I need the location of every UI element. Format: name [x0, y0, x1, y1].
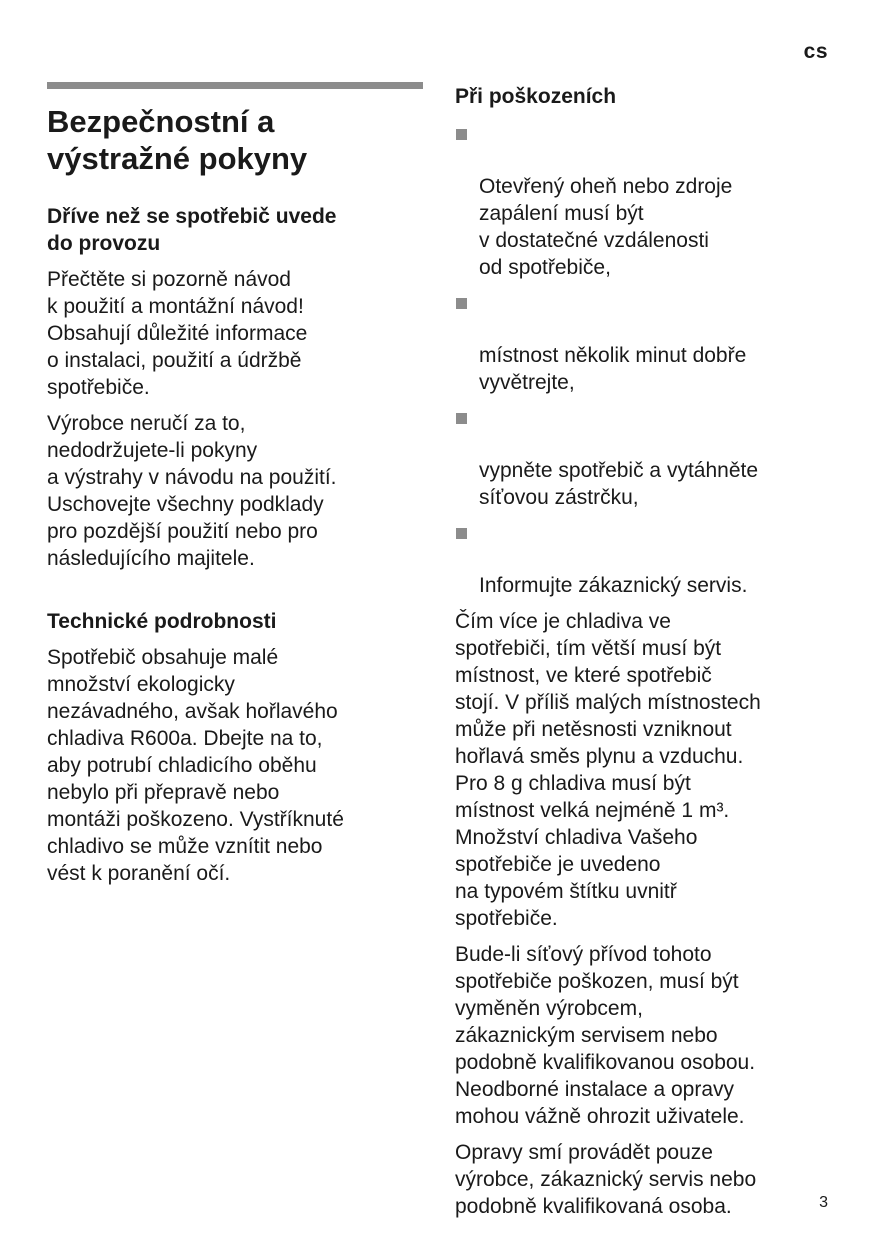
square-bullet-icon [456, 298, 467, 309]
bullet-text: Informujte zákaznický servis. [479, 574, 748, 597]
right-column [455, 82, 835, 1229]
section-heading-damage: Při poškozeních [455, 85, 617, 108]
square-bullet-icon [456, 528, 467, 539]
bullet-text: Otevřený oheň nebo zdroje zapálení musí být v dostatečné vzdálenosti od spotřebiče, [479, 175, 733, 279]
paragraph-power-cord: Bude-li síťový přívod tohoto spotřebiče poškozen, musí být vyměněn výrobcem, zákaznickým servisem nebo podobně kvalifikovanou osobou. Neodborné instalace a opravy mohou vážně ohrozit uživatele. [455, 943, 756, 1128]
list-item [455, 518, 835, 599]
list-item [455, 288, 835, 396]
page-number: 3 [819, 1194, 828, 1211]
bullet-text: vypněte spotřebič a vytáhněte síťovou zástrčku, [479, 459, 759, 509]
left-column [47, 82, 423, 896]
title-rule [47, 82, 423, 89]
bullet-text: místnost několik minut dobře vyvětrejte, [479, 344, 747, 394]
page-title: Bezpečnostní a výstražné pokyny [47, 104, 308, 176]
list-item [455, 403, 835, 511]
paragraph-refrigerant: Spotřebič obsahuje malé množství ekologicky nezávadného, avšak hořlavého chladiva R600a. Dbejte na to, aby potrubí chladicího oběhu nebylo při přepravě nebo montáži poškozeno. Vystříknuté chladivo se může vznítit nebo vést k poranění očí. [47, 646, 344, 885]
square-bullet-icon [456, 413, 467, 424]
damage-bullet-list [455, 119, 835, 599]
paragraph-read-manual: Přečtěte si pozorně návod k použití a montážní návod! Obsahují důležité informace o instalaci, použití a údržbě spotřebiče. [47, 268, 308, 399]
paragraph-repairs: Opravy smí provádět pouze výrobce, zákaznický servis nebo podobně kvalifikovaná osoba. [455, 1141, 757, 1218]
language-code: cs [803, 40, 828, 63]
square-bullet-icon [456, 129, 467, 140]
list-item [455, 119, 835, 281]
section-heading-before-use: Dříve než se spotřebič uvede do provozu [47, 205, 337, 255]
paragraph-room-size: Čím více je chladiva ve spotřebiči, tím větší musí být místnost, ve které spotřebič stojí. V příliš malých místnostech může při netěsnosti vzniknout hořlavá směs plynu a vzduchu. Pro 8 g chladiva musí být místnost velká nejméně 1 m³. Množství chladiva Vašeho spotřebiče je uvedeno na typovém štítku uvnitř spotřebiče. [455, 610, 761, 930]
section-heading-technical: Technické podrobnosti [47, 610, 277, 633]
section-gap [47, 581, 423, 608]
paragraph-liability: Výrobce neručí za to, nedodržujete-li pokyny a výstrahy v návodu na použití. Uschovejte všechny podklady pro pozdější použití nebo pro následujícího majitele. [47, 412, 337, 570]
